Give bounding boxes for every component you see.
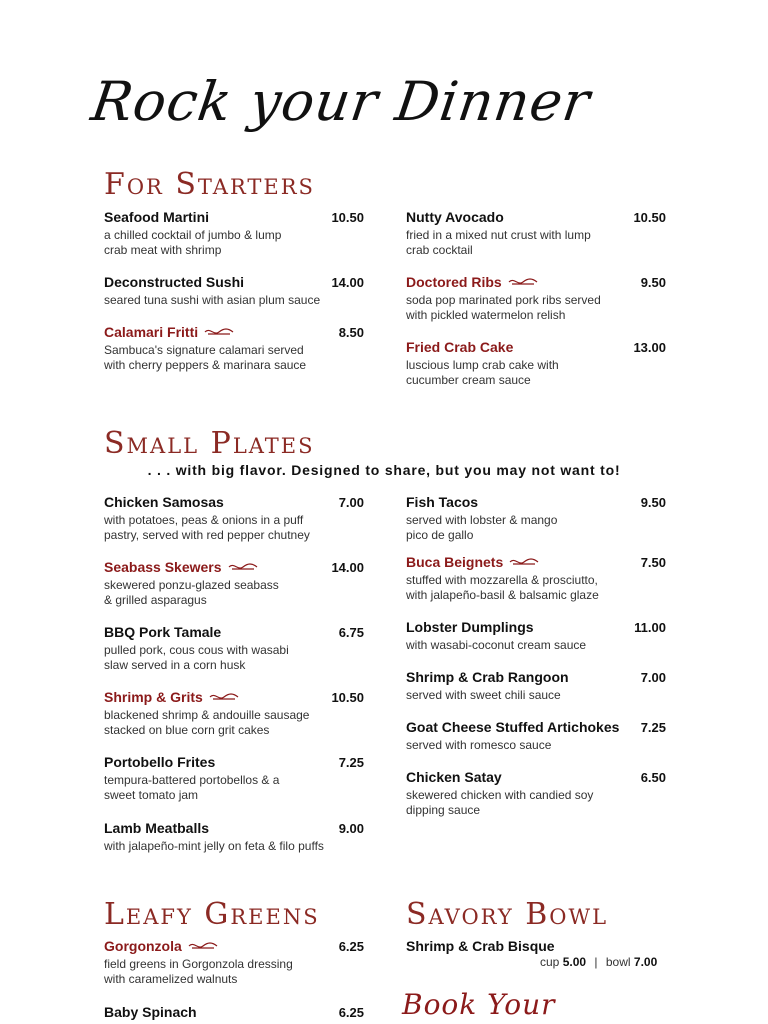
menu-item-chicken-satay — [406, 769, 666, 818]
item-description: luscious lump crab cake with cucumber cream sauce — [406, 358, 559, 387]
item-price: 7.00 — [640, 670, 666, 685]
item-price: 9.00 — [338, 821, 364, 836]
item-price: 6.50 — [640, 770, 666, 785]
item-price: 10.50 — [633, 210, 666, 225]
menu-item-shrimp-crab-bisque — [406, 938, 666, 956]
flourish-icon — [188, 938, 218, 956]
item-name: Seafood Martini — [104, 209, 210, 225]
flourish-icon — [228, 559, 258, 577]
item-description: served with lobster & mango pico de gallo — [406, 513, 558, 542]
item-price: 10.50 — [331, 210, 364, 225]
item-description: served with romesco sauce — [406, 738, 552, 752]
item-description: stuffed with mozzarella & prosciutto, with jalapeño-basil & balsamic glaze — [406, 573, 599, 602]
flourish-icon — [508, 274, 538, 292]
item-name: Seabass Skewers — [104, 559, 222, 576]
item-price: 7.00 — [338, 495, 364, 510]
menu-item-lobster-dumplings — [406, 619, 666, 653]
item-price: 10.50 — [331, 690, 364, 705]
item-description: served with sweet chili sauce — [406, 688, 561, 702]
item-description: skewered chicken with candied soy dipping sauce — [406, 788, 594, 817]
section-heading-savory-bowl: Savory Bowl — [406, 897, 609, 932]
promo-script-text: Book Your — [402, 988, 556, 1021]
item-name: Fish Tacos — [406, 494, 479, 510]
menu-item-buca-beignets — [406, 554, 666, 603]
flourish-icon — [509, 554, 539, 572]
item-description: with jalapeño-mint jelly on feta & filo puffs — [104, 839, 324, 853]
item-name: Doctored Ribs — [406, 274, 502, 291]
menu-item-fish-tacos — [406, 494, 666, 543]
bisque-size-prices — [540, 955, 657, 969]
item-description: with wasabi-coconut cream sauce — [406, 638, 587, 652]
cup-price: 5.00 — [562, 955, 587, 969]
menu-item-shrimp-crab-rangoon — [406, 669, 666, 703]
menu-item-fried-crab-cake — [406, 339, 666, 388]
menu-item-chicken-samosas — [104, 494, 364, 543]
item-name: Chicken Satay — [406, 769, 502, 785]
menu-item-seabass-skewers — [104, 559, 364, 608]
size-separator: | — [594, 955, 598, 969]
bowl-label: bowl — [605, 955, 631, 969]
item-name: Baby Spinach — [104, 1004, 197, 1020]
menu-item-nutty-avocado — [406, 209, 666, 258]
menu-item-deconstructed-sushi — [104, 274, 364, 308]
item-description: pulled pork, cous cous with wasabi slaw served in a corn husk — [104, 643, 289, 672]
menu-item-calamari-fritti — [104, 324, 364, 373]
menu-title: Rock your Dinner — [87, 70, 595, 133]
menu-item-gorgonzola — [104, 938, 364, 987]
menu-item-lamb-meatballs — [104, 820, 364, 854]
item-description: blackened shrimp & andouille sausage stacked on blue corn grit cakes — [104, 708, 310, 737]
menu-item-goat-cheese-artichokes — [406, 719, 666, 753]
menu-item-seafood-martini — [104, 209, 364, 258]
item-price: 7.50 — [640, 555, 666, 570]
item-price: 6.75 — [338, 625, 364, 640]
item-price: 7.25 — [640, 720, 666, 735]
item-price: 9.50 — [640, 495, 666, 510]
item-price: 13.00 — [633, 340, 666, 355]
item-price: 14.00 — [331, 275, 364, 290]
item-name: Shrimp & Crab Rangoon — [406, 669, 569, 685]
item-price: 8.50 — [338, 325, 364, 340]
flourish-icon — [209, 689, 239, 707]
item-name: Deconstructed Sushi — [104, 274, 245, 290]
item-name: Shrimp & Crab Bisque — [406, 938, 555, 954]
item-description: seared tuna sushi with asian plum sauce — [104, 293, 321, 307]
section-heading-starters: For Starters — [104, 167, 315, 202]
item-description: fried in a mixed nut crust with lump crab cocktail — [406, 228, 591, 257]
cup-label: cup — [540, 955, 560, 969]
item-price: 11.00 — [634, 620, 666, 635]
item-description: field greens in Gorgonzola dressing with caramelized walnuts — [104, 957, 293, 986]
section-heading-small-plates: Small Plates — [104, 426, 315, 461]
item-name: Calamari Fritti — [104, 324, 199, 341]
flourish-icon — [204, 324, 234, 342]
bowl-price: 7.00 — [633, 955, 658, 969]
menu-item-doctored-ribs — [406, 274, 666, 323]
item-name: Shrimp & Grits — [104, 689, 203, 706]
item-price: 6.25 — [338, 1005, 364, 1020]
item-description: with potatoes, peas & onions in a puff pastry, served with red pepper chutney — [104, 513, 310, 542]
item-description: soda pop marinated pork ribs served with pickled watermelon relish — [406, 293, 601, 322]
item-name: Lobster Dumplings — [406, 619, 534, 635]
menu-item-baby-spinach — [104, 1004, 364, 1022]
menu-item-shrimp-grits — [104, 689, 364, 738]
section-heading-leafy-greens: Leafy Greens — [104, 897, 320, 932]
item-name: Fried Crab Cake — [406, 339, 514, 355]
item-name: Chicken Samosas — [104, 494, 224, 510]
item-name: Buca Beignets — [406, 554, 504, 571]
item-name: BBQ Pork Tamale — [104, 624, 222, 640]
small-plates-tagline: . . . with big flavor. Designed to share, but you may not want to! — [147, 462, 621, 478]
menu-item-bbq-pork-tamale — [104, 624, 364, 673]
item-name: Nutty Avocado — [406, 209, 504, 225]
item-description: tempura-battered portobellos & a sweet tomato jam — [104, 773, 280, 802]
item-name: Goat Cheese Stuffed Artichokes — [406, 719, 620, 735]
item-price: 6.25 — [338, 939, 364, 954]
item-name: Gorgonzola — [104, 938, 182, 955]
item-price: 14.00 — [331, 560, 364, 575]
item-price: 9.50 — [640, 275, 666, 290]
item-name: Portobello Frites — [104, 754, 216, 770]
menu-item-portobello-frites — [104, 754, 364, 803]
item-description: Sambuca's signature calamari served with cherry peppers & marinara sauce — [104, 343, 307, 372]
item-description: a chilled cocktail of jumbo & lump crab meat with shrimp — [104, 228, 282, 257]
item-description: skewered ponzu-glazed seabass & grilled asparagus — [104, 578, 279, 607]
item-name: Lamb Meatballs — [104, 820, 210, 836]
item-price: 7.25 — [338, 755, 364, 770]
